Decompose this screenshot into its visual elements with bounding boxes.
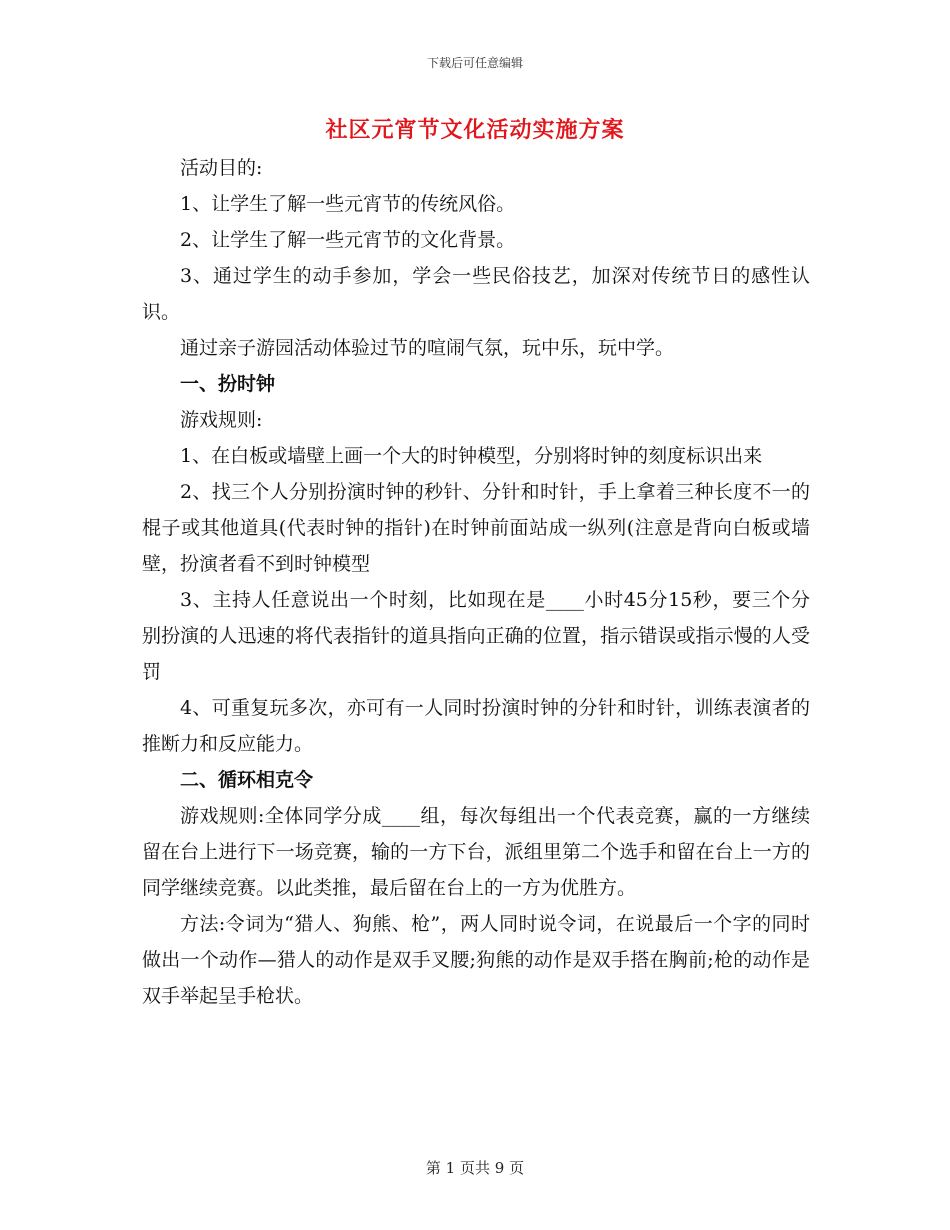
paragraph-purpose-2: 2、让学生了解一些元宵节的文化背景。 [180,229,516,251]
paragraph-rules-label: 游戏规则: [180,409,263,431]
page-footer-number: 第 1 页共 9 页 [425,1159,525,1177]
paragraph-cycle-method: 方法:令词为“猎人、狗熊、枪”，两人同时说令词，在说最后一个字的同时做出一个动作—猎人的动作是双手叉腰;狗熊的动作是双手搭在胸前;枪的动作是双手举起呈手枪状。 [142,913,810,1007]
paragraph-clock-rule-2: 2、找三个人分别扮演时钟的秒针、分针和时针，手上拿着三种长度不一的棍子或其他道具(代表时钟的指针)在时钟前面站成一纵列(注意是背向白板或墙壁，扮演者看不到时钟模型 [142,481,810,575]
paragraph-clock-rule-3: 3、主持人任意说出一个时刻，比如现在是____小时45分15秒，要三个分别扮演的人迅速的将代表指针的道具指向正确的位置，指示错误或指示慢的人受罚 [142,589,810,683]
paragraph-purpose-4: 通过亲子游园活动体验过节的喧闹气氛，玩中乐，玩中学。 [180,337,675,359]
paragraph-clock-rule-1: 1、在白板或墙壁上画一个大的时钟模型，分别将时钟的刻度标识出来 [180,445,763,467]
document-title: 社区元宵节文化活动实施方案 [325,117,625,143]
page-header-note: 下载后可任意编辑 [426,56,523,70]
document-body [142,150,810,1014]
paragraph-purpose-3: 3、通过学生的动手参加，学会一些民俗技艺，加深对传统节日的感性认识。 [142,265,810,323]
paragraph-purpose-1: 1、让学生了解一些元宵节的传统风俗。 [180,193,516,215]
section-heading-clock: 一、扮时钟 [180,373,276,395]
section-heading-cycle: 二、循环相克令 [180,769,314,791]
paragraph-cycle-rules: 游戏规则:全体同学分成____组，每次每组出一个代表竞赛，赢的一方继续留在台上进行下一场竞赛，输的一方下台，派组里第二个选手和留在台上一方的同学继续竞赛。以此类推，最后留在台上的一方为优胜方。 [142,805,810,899]
paragraph-clock-rule-4: 4、可重复玩多次，亦可有一人同时扮演时钟的分针和时针，训练表演者的推断力和反应能力。 [142,697,810,755]
paragraph-purpose-label: 活动目的: [180,157,263,179]
